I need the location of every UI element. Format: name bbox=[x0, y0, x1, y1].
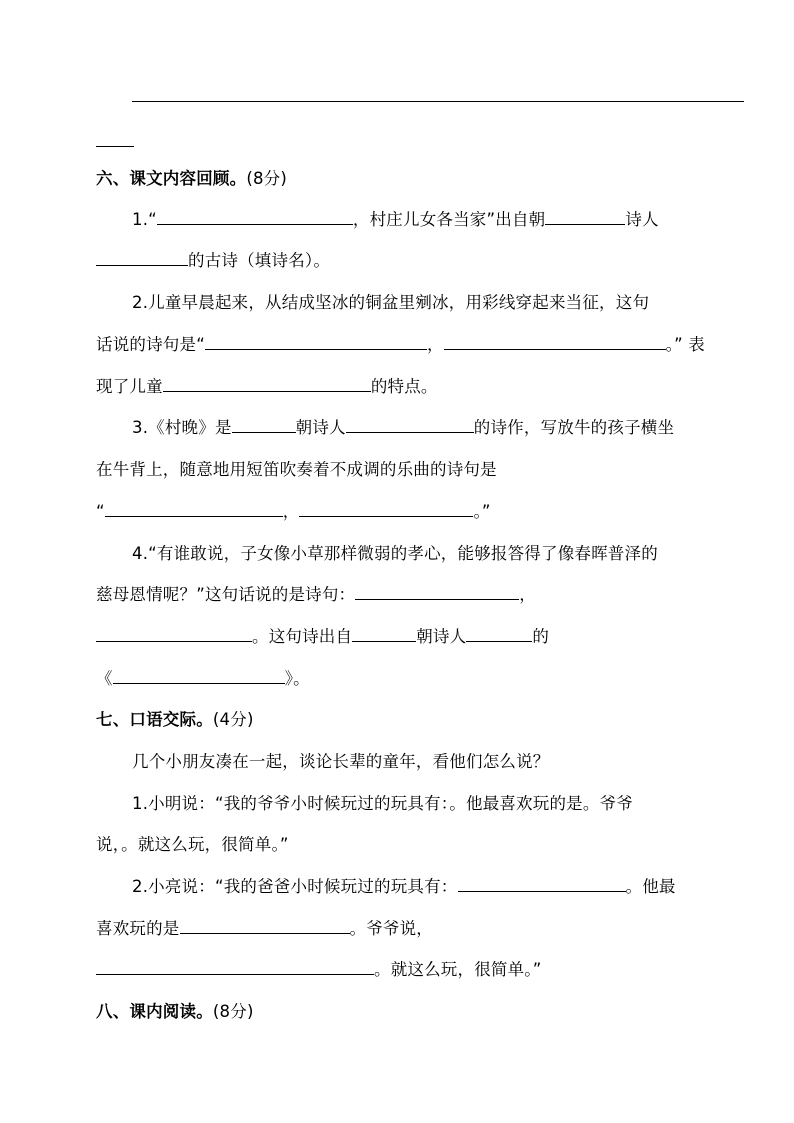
q6-4-text-b: 慈母恩情呢？”这句话说的是诗句： bbox=[96, 585, 356, 604]
q7-1-text-b: 说，。就这么玩，很简单。” bbox=[96, 835, 289, 854]
blank-6-4-line2[interactable] bbox=[96, 623, 252, 642]
q6-2-text-d: 。” 表 bbox=[665, 335, 705, 354]
q6-2-text-c: ， bbox=[426, 335, 444, 354]
blank-6-3-dynasty[interactable] bbox=[232, 414, 296, 433]
q6-3-text-b: 朝诗人 bbox=[295, 418, 346, 437]
question-7-2-cont bbox=[96, 915, 736, 943]
section-7-title: 七、口语交际。 bbox=[96, 710, 213, 729]
blank-7-2-grandpa-says[interactable] bbox=[96, 956, 374, 975]
question-6-3 bbox=[132, 414, 772, 442]
blank-7-2-favorite[interactable] bbox=[180, 915, 350, 934]
q6-1-text-a: 1.“ bbox=[132, 210, 157, 229]
section-7-intro bbox=[132, 748, 772, 776]
q6-4-text-e: 朝诗人 bbox=[416, 627, 467, 646]
question-6-2-cont bbox=[96, 331, 736, 359]
section-7-score: (4分) bbox=[212, 710, 254, 729]
question-7-2 bbox=[132, 873, 772, 901]
blank-6-3-line1[interactable] bbox=[105, 498, 283, 517]
question-6-4 bbox=[132, 540, 772, 568]
q7-1-text-a: 1.小明说：“我的爷爷小时候玩过的玩具有：。他最喜欢玩的是。爷爷 bbox=[132, 794, 633, 813]
section-8-heading bbox=[96, 998, 736, 1026]
section-6-title: 六、课文内容回顾。 bbox=[96, 169, 247, 188]
section-6-heading bbox=[96, 165, 736, 193]
q7-2-text-d: 。爷爷说， bbox=[349, 919, 433, 938]
q6-2-text-b: 话说的诗句是“ bbox=[96, 335, 205, 354]
q6-3-text-g: 。” bbox=[473, 502, 491, 521]
answer-line-top bbox=[132, 101, 744, 102]
blank-7-2-toys[interactable] bbox=[458, 873, 626, 892]
question-6-1-cont bbox=[96, 247, 736, 275]
blank-6-2-line1[interactable] bbox=[205, 331, 427, 350]
q6-3-text-f: ， bbox=[282, 502, 300, 521]
q6-4-text-c: ， bbox=[519, 585, 536, 604]
question-6-3-cont bbox=[96, 456, 736, 484]
answer-line-top-stub bbox=[96, 146, 134, 147]
q6-4-text-d: 。这句诗出自 bbox=[252, 627, 353, 646]
q7-2-text-b: 。他最 bbox=[625, 877, 676, 896]
q6-4-text-h: 》。 bbox=[284, 669, 310, 688]
q6-1-text-c: 诗人 bbox=[625, 210, 659, 229]
q7-2-text-a: 2.小亮说：“我的爸爸小时候玩过的玩具有： bbox=[132, 877, 458, 896]
question-6-1 bbox=[132, 206, 772, 234]
question-6-4-cont bbox=[96, 581, 736, 609]
section-8-title: 八、课内阅读。 bbox=[96, 1002, 213, 1021]
blank-6-3-line2[interactable] bbox=[299, 498, 473, 517]
blank-6-3-poet[interactable] bbox=[346, 414, 474, 433]
section-7-intro-text: 几个小朋友凑在一起，谈论长辈的童年，看他们怎么说？ bbox=[132, 752, 550, 771]
blank-6-1-poet[interactable] bbox=[96, 247, 188, 266]
blank-6-4-line1[interactable] bbox=[355, 581, 519, 600]
blank-6-4-title[interactable] bbox=[113, 665, 285, 684]
q6-3-text-e: “ bbox=[96, 502, 105, 521]
section-8-score: (8分) bbox=[212, 1002, 254, 1021]
q6-3-text-d: 在牛背上，随意地用短笛吹奏着不成调的乐曲的诗句是 bbox=[96, 460, 497, 479]
question-7-1-cont bbox=[96, 831, 736, 859]
question-6-2-cont2 bbox=[96, 373, 736, 401]
q6-3-text-a: 3.《村晚》是 bbox=[132, 418, 232, 437]
q7-2-text-c: 喜欢玩的是 bbox=[96, 919, 180, 938]
q6-4-text-f: 的 bbox=[532, 627, 550, 646]
question-7-1 bbox=[132, 790, 772, 818]
question-6-2 bbox=[132, 289, 772, 317]
q7-2-text-e: 。就这么玩，很简单。” bbox=[374, 960, 542, 979]
q6-4-text-a: 4.“有谁敢说，子女像小草那样微弱的孝心，能够报答得了像春晖普泽的 bbox=[132, 544, 658, 563]
blank-6-2-line2[interactable] bbox=[444, 331, 666, 350]
section-7-heading bbox=[96, 706, 736, 734]
blank-6-1-poem-line[interactable] bbox=[157, 206, 353, 225]
q6-2-text-f: 的特点。 bbox=[370, 377, 438, 396]
q6-2-text-a: 2.儿童早晨起来，从结成坚冰的铜盆里剜冰，用彩线穿起来当征，这句 bbox=[132, 293, 650, 312]
blank-6-4-poet[interactable] bbox=[466, 623, 532, 642]
q6-3-text-c: 的诗作，写放牛的孩子横坐 bbox=[473, 418, 675, 437]
question-6-4-cont3 bbox=[96, 665, 736, 693]
blank-6-1-dynasty[interactable] bbox=[545, 206, 625, 225]
question-6-3-cont2 bbox=[96, 498, 736, 526]
q6-2-text-e: 现了儿童 bbox=[96, 377, 163, 396]
question-6-4-cont2 bbox=[96, 623, 736, 651]
blank-6-2-trait[interactable] bbox=[163, 373, 371, 392]
blank-6-4-dynasty[interactable] bbox=[352, 623, 416, 642]
q6-1-text-d: 的古诗（填诗名）。 bbox=[188, 251, 331, 270]
q6-4-text-g: 《 bbox=[96, 669, 113, 688]
question-7-2-cont2 bbox=[96, 956, 736, 984]
section-6-score: (8分) bbox=[246, 169, 287, 188]
q6-1-text-b: ，村庄儿女各当家”出自朝 bbox=[352, 210, 546, 229]
